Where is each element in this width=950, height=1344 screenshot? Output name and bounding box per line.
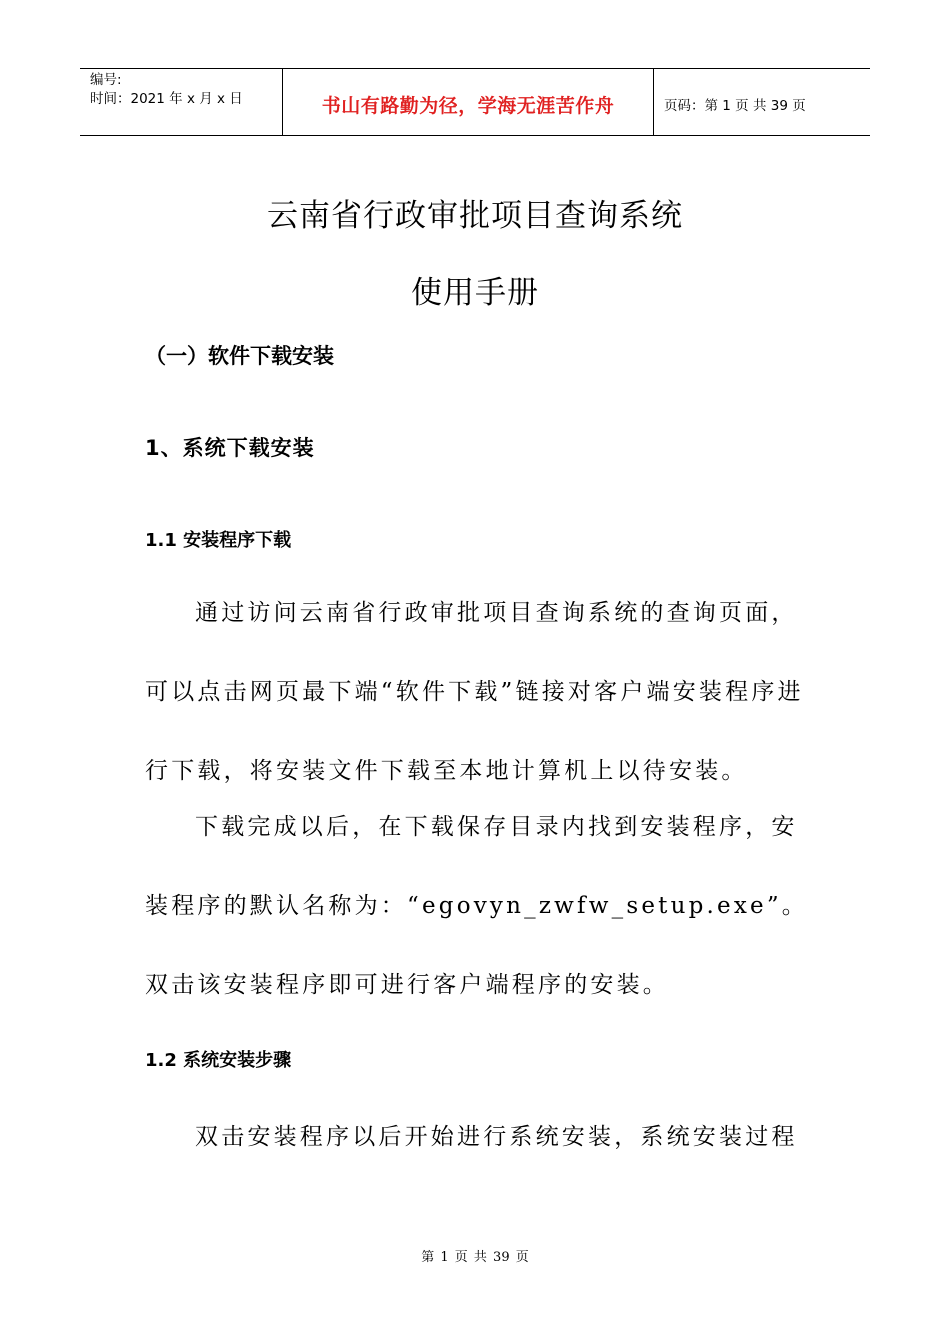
header-page-cell — [654, 69, 870, 135]
document-number-label: 编号: — [90, 72, 122, 88]
paragraph-download-intro: 通过访问云南省行政审批项目查询系统的查询页面，可以点击网页最下端“软件下载”链接对客户端安装程序进行下载，将安装文件下载至本地计算机上以待安装。 — [145, 600, 804, 784]
subsection-heading-download: 1.1 安装程序下载 — [145, 530, 292, 551]
header-page-info: 页码：第 1 页 共 39 页 — [664, 98, 806, 114]
header-motto-cell — [282, 69, 654, 135]
page-header — [80, 68, 870, 136]
document-title: 云南省行政审批项目查询系统 — [267, 198, 683, 234]
chapter-heading: 1、系统下载安装 — [145, 436, 315, 460]
document-subtitle: 使用手册 — [411, 275, 539, 311]
header-meta-cell — [80, 69, 282, 135]
paragraph-install-steps: 双击安装程序以后开始进行系统安装，系统安装过程 — [195, 1124, 798, 1150]
document-date-label: 时间：2021 年 x 月 x 日 — [90, 91, 243, 107]
subsection-heading-install-steps: 1.2 系统安装步骤 — [145, 1050, 292, 1071]
section-heading: （一）软件下载安装 — [145, 344, 334, 368]
paragraph-install-file: 下载完成以后，在下载保存目录内找到安装程序，安装程序的默认名称为：“egovyn_zwfw_setup.exe”。双击该安装程序即可进行客户端程序的安装。 — [145, 814, 809, 998]
header-motto: 书山有路勤为径，学海无涯苦作舟 — [321, 94, 615, 117]
page-footer: 第 1 页 共 39 页 — [421, 1250, 529, 1265]
